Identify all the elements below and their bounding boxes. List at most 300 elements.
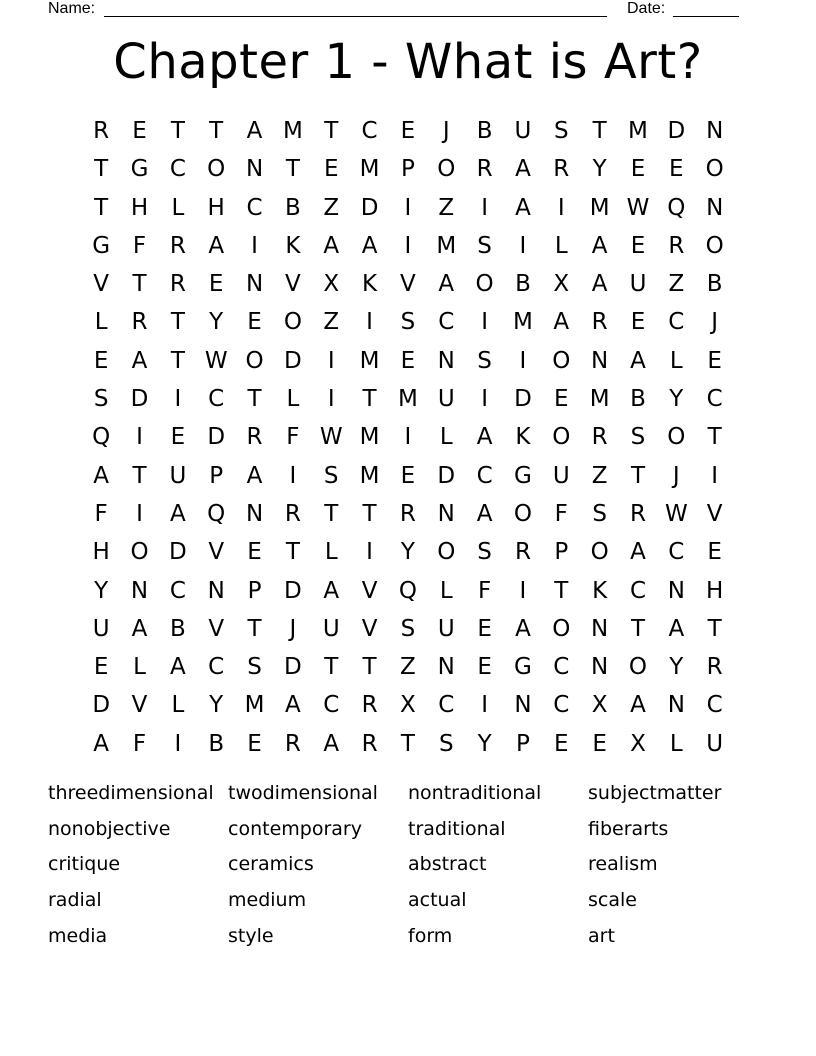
grid-cell: R (553, 156, 570, 183)
grid-cell: I (519, 577, 527, 604)
grid-cell: E (554, 730, 569, 757)
grid-cell: A (630, 347, 646, 374)
grid-cell: N (591, 615, 609, 642)
grid-cell: A (323, 232, 340, 259)
grid-cell: T (324, 654, 339, 681)
grid-cell: I (136, 500, 143, 527)
grid-cell: S (247, 654, 262, 681)
grid-cell: R (169, 271, 186, 298)
grid-cell: A (553, 309, 570, 336)
grid-cell: C (438, 309, 455, 336)
grid-cell: U (169, 462, 187, 489)
word-bank-item: nonobjective (48, 817, 171, 840)
grid-cell: O (705, 156, 724, 183)
letter-grid (82, 112, 734, 763)
grid-cell: N (437, 500, 455, 527)
grid-cell: P (209, 462, 224, 489)
date-label: Date: (627, 0, 666, 17)
word-bank-item: nontraditional (408, 782, 542, 804)
grid-cell: I (557, 194, 565, 221)
grid-cell: V (131, 692, 148, 719)
grid-cell: F (286, 424, 300, 451)
grid-cell: A (169, 500, 186, 527)
grid-cell: B (515, 271, 531, 298)
page-title: Chapter 1 - What is Art? (113, 34, 703, 90)
grid-cell: E (630, 232, 646, 259)
grid-cell: I (366, 309, 373, 336)
grid-cell: D (207, 424, 226, 451)
grid-cell: W (626, 194, 650, 221)
grid-cell: E (400, 118, 416, 144)
word-bank-item: traditional (408, 817, 506, 840)
grid-cell: L (439, 577, 453, 604)
grid-cell: A (323, 577, 340, 604)
grid-cell: F (554, 500, 568, 527)
grid-cell: C (706, 692, 723, 719)
grid-cell: T (592, 118, 607, 144)
grid-cell: L (554, 232, 568, 259)
grid-cell: T (630, 615, 646, 642)
grid-cell: K (285, 232, 301, 259)
grid-cell: S (592, 500, 607, 527)
date-blank-line[interactable] (673, 16, 739, 17)
grid-cell: Z (323, 194, 340, 221)
grid-cell: N (667, 577, 685, 604)
grid-cell: I (404, 424, 412, 451)
grid-cell: C (553, 692, 570, 719)
grid-cell: Y (209, 309, 224, 336)
grid-cell: V (706, 500, 723, 527)
grid-cell: E (400, 462, 416, 489)
grid-cell: U (322, 615, 340, 642)
grid-cell: X (400, 692, 416, 719)
grid-cell: M (513, 309, 533, 336)
grid-cell: T (170, 118, 185, 144)
grid-cell: L (286, 386, 300, 413)
grid-cell: F (132, 730, 147, 757)
word-bank-item: fiberarts (588, 817, 669, 840)
grid-cell: A (476, 424, 493, 451)
grid-cell: C (323, 692, 340, 719)
grid-cell: R (399, 500, 416, 527)
grid-cell: J (672, 462, 680, 489)
grid-cell: T (285, 539, 300, 566)
grid-cell: I (519, 347, 527, 374)
grid-cell: K (362, 271, 378, 298)
grid-cell: E (707, 347, 722, 374)
grid-cell: P (516, 730, 530, 757)
word-bank-item: ceramics (228, 853, 314, 876)
grid-cell: N (207, 577, 225, 604)
grid-cell: U (514, 118, 532, 144)
grid-cell: V (93, 271, 110, 298)
grid-cell: L (171, 692, 185, 719)
grid-cell: F (132, 232, 147, 259)
grid-cell: M (359, 462, 380, 489)
grid-cell: C (438, 692, 455, 719)
grid-cell: A (630, 692, 646, 719)
grid-cell: U (629, 271, 647, 298)
grid-cell: M (244, 692, 265, 719)
grid-cell: B (285, 194, 301, 221)
grid-cell: P (247, 577, 262, 604)
grid-cell: D (360, 194, 379, 221)
grid-cell: W (319, 424, 343, 451)
grid-cell: R (131, 309, 148, 336)
grid-cell: T (362, 500, 377, 527)
grid-cell: I (251, 232, 258, 259)
grid-cell: T (247, 386, 262, 413)
grid-cell: D (284, 577, 302, 604)
grid-cell: N (245, 500, 264, 527)
grid-cell: E (707, 539, 722, 566)
grid-cell: E (208, 271, 224, 298)
grid-cell: W (664, 500, 688, 527)
grid-cell: E (592, 730, 607, 757)
grid-cell: N (437, 347, 455, 374)
grid-cell: D (92, 692, 111, 719)
grid-cell: A (476, 500, 493, 527)
grid-cell: T (285, 156, 300, 183)
grid-cell: G (514, 462, 532, 489)
grid-cell: O (552, 615, 571, 642)
grid-cell: G (130, 156, 149, 183)
grid-cell: N (130, 577, 149, 604)
grid-cell: R (246, 424, 263, 451)
grid-cell: A (131, 347, 148, 374)
word-bank-item: actual (408, 889, 467, 912)
grid-cell: K (592, 577, 608, 604)
grid-cell: O (207, 156, 226, 183)
grid-cell: T (400, 730, 415, 757)
grid-cell: E (170, 424, 186, 451)
grid-cell: S (630, 424, 646, 451)
grid-cell: V (400, 271, 416, 298)
grid-cell: U (92, 615, 110, 642)
grid-cell: S (553, 118, 569, 144)
grid-cell: M (436, 232, 457, 259)
grid-cell: X (591, 692, 608, 719)
grid-cell: N (514, 692, 532, 719)
grid-cell: I (174, 386, 182, 413)
grid-cell: B (476, 118, 493, 144)
grid-cell: R (591, 309, 608, 336)
grid-cell: N (245, 156, 264, 183)
grid-cell: D (437, 462, 456, 489)
grid-cell: J (711, 309, 719, 336)
grid-cell: I (519, 232, 527, 259)
grid-cell: N (245, 271, 264, 298)
grid-cell: A (438, 271, 455, 298)
grid-cell: T (554, 577, 569, 604)
grid-cell: Z (438, 194, 455, 221)
grid-cell: A (591, 232, 608, 259)
grid-cell: I (404, 194, 412, 221)
word-bank-item: medium (228, 889, 307, 912)
grid-cell: A (323, 730, 340, 757)
grid-cell: T (324, 500, 339, 527)
grid-cell: C (706, 386, 723, 413)
grid-cell: Y (400, 539, 415, 566)
grid-cell: O (283, 309, 302, 336)
grid-cell: Q (398, 577, 417, 604)
grid-cell: L (171, 194, 185, 221)
grid-cell: A (93, 730, 110, 757)
grid-cell: R (668, 232, 685, 259)
grid-cell: I (174, 730, 182, 757)
grid-cell: I (136, 424, 143, 451)
grid-cell: S (400, 615, 416, 642)
grid-cell: E (630, 309, 646, 336)
grid-cell: Y (592, 156, 607, 183)
grid-cell: B (169, 615, 186, 642)
grid-cell: C (208, 654, 225, 681)
grid-cell: G (92, 232, 111, 259)
grid-cell: R (706, 654, 723, 681)
grid-cell: E (477, 615, 492, 642)
grid-cell: E (132, 118, 147, 144)
grid-cell: N (437, 654, 455, 681)
grid-cell: E (93, 654, 109, 681)
grid-cell: C (208, 386, 225, 413)
grid-cell: A (668, 615, 685, 642)
grid-cell: O (475, 271, 494, 298)
grid-cell: A (246, 462, 263, 489)
grid-cell: V (208, 539, 225, 566)
grid-cell: E (247, 730, 262, 757)
grid-cell: A (515, 156, 531, 183)
grid-cell: R (169, 232, 186, 259)
grid-cell: I (366, 539, 373, 566)
grid-cell: O (437, 539, 456, 566)
grid-cell: D (284, 654, 302, 681)
grid-cell: R (476, 156, 493, 183)
grid-cell: V (208, 615, 225, 642)
word-bank-item: twodimensional (228, 782, 378, 804)
grid-cell: N (706, 118, 724, 144)
grid-cell: I (481, 194, 488, 221)
grid-cell: E (247, 539, 262, 566)
grid-cell: R (591, 424, 608, 451)
grid-cell: M (397, 386, 418, 413)
grid-cell: M (282, 118, 303, 144)
grid-cell: I (404, 232, 412, 259)
grid-cell: Q (92, 424, 111, 451)
grid-cell: Y (209, 692, 224, 719)
grid-cell: T (170, 347, 185, 374)
grid-cell: A (131, 615, 148, 642)
grid-cell: C (246, 194, 263, 221)
grid-cell: I (711, 462, 719, 489)
grid-cell: M (589, 386, 610, 413)
grid-cell: X (630, 730, 646, 757)
grid-cell: D (284, 347, 302, 374)
grid-cell: R (361, 730, 378, 757)
grid-cell: C (553, 654, 570, 681)
grid-cell: E (400, 347, 416, 374)
grid-cell: T (362, 386, 377, 413)
grid-cell: R (514, 539, 531, 566)
grid-cell: R (93, 118, 110, 144)
grid-cell: N (667, 692, 685, 719)
grid-cell: V (361, 577, 378, 604)
grid-cell: E (669, 156, 684, 183)
grid-cell: C (476, 462, 493, 489)
grid-cell: I (327, 347, 335, 374)
grid-cell: E (323, 156, 339, 183)
grid-cell: M (359, 347, 380, 374)
word-bank-item: form (408, 924, 453, 947)
grid-cell: S (438, 730, 454, 757)
grid-cell: H (706, 577, 724, 604)
grid-cell: Y (477, 730, 492, 757)
grid-cell: E (93, 347, 109, 374)
word-bank (48, 778, 768, 956)
grid-cell: T (247, 615, 262, 642)
grid-cell: M (359, 424, 380, 451)
grid-cell: S (400, 309, 416, 336)
grid-cell: L (669, 347, 683, 374)
word-bank-item: realism (588, 853, 658, 876)
grid-cell: H (130, 194, 149, 221)
grid-cell: Z (668, 271, 685, 298)
grid-cell: S (93, 386, 109, 413)
grid-cell: A (246, 118, 263, 144)
grid-cell: T (362, 654, 377, 681)
grid-cell: I (481, 309, 488, 336)
grid-cell: D (130, 386, 149, 413)
grid-cell: O (628, 654, 648, 681)
word-bank-item: abstract (408, 853, 487, 876)
grid-cell: H (207, 194, 225, 221)
grid-cell: F (94, 500, 108, 527)
word-bank-item: radial (48, 889, 102, 912)
grid-cell: L (669, 730, 683, 757)
grid-cell: E (477, 654, 492, 681)
grid-cell: U (437, 615, 455, 642)
grid-cell: A (591, 271, 608, 298)
word-bank-item: media (48, 924, 108, 947)
grid-cell: T (707, 615, 722, 642)
name-label: Name: (48, 0, 96, 17)
word-bank-item: subjectmatter (588, 782, 722, 804)
grid-cell: Y (94, 577, 109, 604)
grid-cell: U (437, 386, 455, 413)
grid-cell: B (706, 271, 723, 298)
grid-cell: R (284, 500, 301, 527)
grid-cell: A (285, 692, 301, 719)
grid-cell: C (668, 309, 685, 336)
grid-cell: S (477, 232, 492, 259)
grid-cell: E (247, 309, 262, 336)
grid-cell: M (628, 118, 648, 144)
grid-cell: G (514, 654, 532, 681)
grid-cell: O (437, 156, 456, 183)
grid-cell: A (93, 462, 110, 489)
grid-cell: R (361, 692, 378, 719)
grid-cell: U (706, 730, 724, 757)
grid-cell: Y (669, 654, 684, 681)
grid-cell: A (169, 654, 186, 681)
grid-cell: O (705, 232, 724, 259)
grid-cell: K (515, 424, 531, 451)
grid-cell: T (324, 118, 339, 144)
grid-cell: T (132, 271, 147, 298)
grid-cell: Z (323, 309, 340, 336)
grid-cell: X (553, 271, 570, 298)
grid-cell: N (706, 194, 724, 221)
grid-cell: O (130, 539, 149, 566)
grid-cell: Z (591, 462, 608, 489)
grid-cell: D (169, 539, 187, 566)
grid-cell: N (591, 654, 609, 681)
grid-cell: A (515, 194, 531, 221)
grid-cell: T (132, 462, 147, 489)
grid-cell: O (667, 424, 686, 451)
grid-cell: T (209, 118, 224, 144)
grid-cell: X (323, 271, 340, 298)
grid-cell: C (169, 577, 186, 604)
grid-cell: Q (667, 194, 686, 221)
grid-cell: E (630, 156, 646, 183)
grid-cell: T (94, 156, 109, 183)
grid-cell: I (481, 692, 488, 719)
grid-cell: I (481, 386, 488, 413)
grid-cell: C (361, 118, 378, 144)
grid-cell: R (629, 500, 646, 527)
grid-cell: A (361, 232, 378, 259)
word-bank-item: art (588, 924, 615, 947)
grid-cell: T (630, 462, 646, 489)
grid-cell: O (552, 347, 571, 374)
word-bank-item: contemporary (228, 817, 362, 840)
grid-cell: A (630, 539, 646, 566)
grid-cell: I (327, 386, 335, 413)
grid-cell: C (629, 577, 647, 604)
grid-cell: H (92, 539, 110, 566)
grid-cell: Q (207, 500, 226, 527)
grid-cell: C (169, 156, 186, 183)
grid-cell: L (133, 654, 146, 681)
word-bank-item: style (228, 924, 274, 947)
grid-cell: T (170, 309, 185, 336)
grid-cell: D (667, 118, 686, 144)
grid-cell: U (552, 462, 570, 489)
grid-cell: R (284, 730, 301, 757)
grid-cell: S (477, 347, 492, 374)
grid-cell: O (590, 539, 609, 566)
grid-cell: W (204, 347, 228, 374)
grid-cell: M (589, 194, 610, 221)
grid-cell: B (208, 730, 225, 757)
grid-cell: E (554, 386, 569, 413)
header (0, 0, 816, 20)
grid-cell: D (514, 386, 532, 413)
grid-cell: P (554, 539, 569, 566)
grid-cell: J (442, 118, 450, 144)
grid-cell: F (477, 577, 492, 604)
name-blank-line[interactable] (104, 16, 607, 17)
grid-cell: A (208, 232, 225, 259)
grid-cell: M (359, 156, 380, 183)
grid-cell: O (552, 424, 571, 451)
grid-cell: L (94, 309, 108, 336)
grid-cell: V (361, 615, 378, 642)
grid-cell: I (289, 462, 297, 489)
grid-cell: Y (669, 386, 684, 413)
grid-cell: S (323, 462, 339, 489)
grid-cell: C (668, 539, 685, 566)
